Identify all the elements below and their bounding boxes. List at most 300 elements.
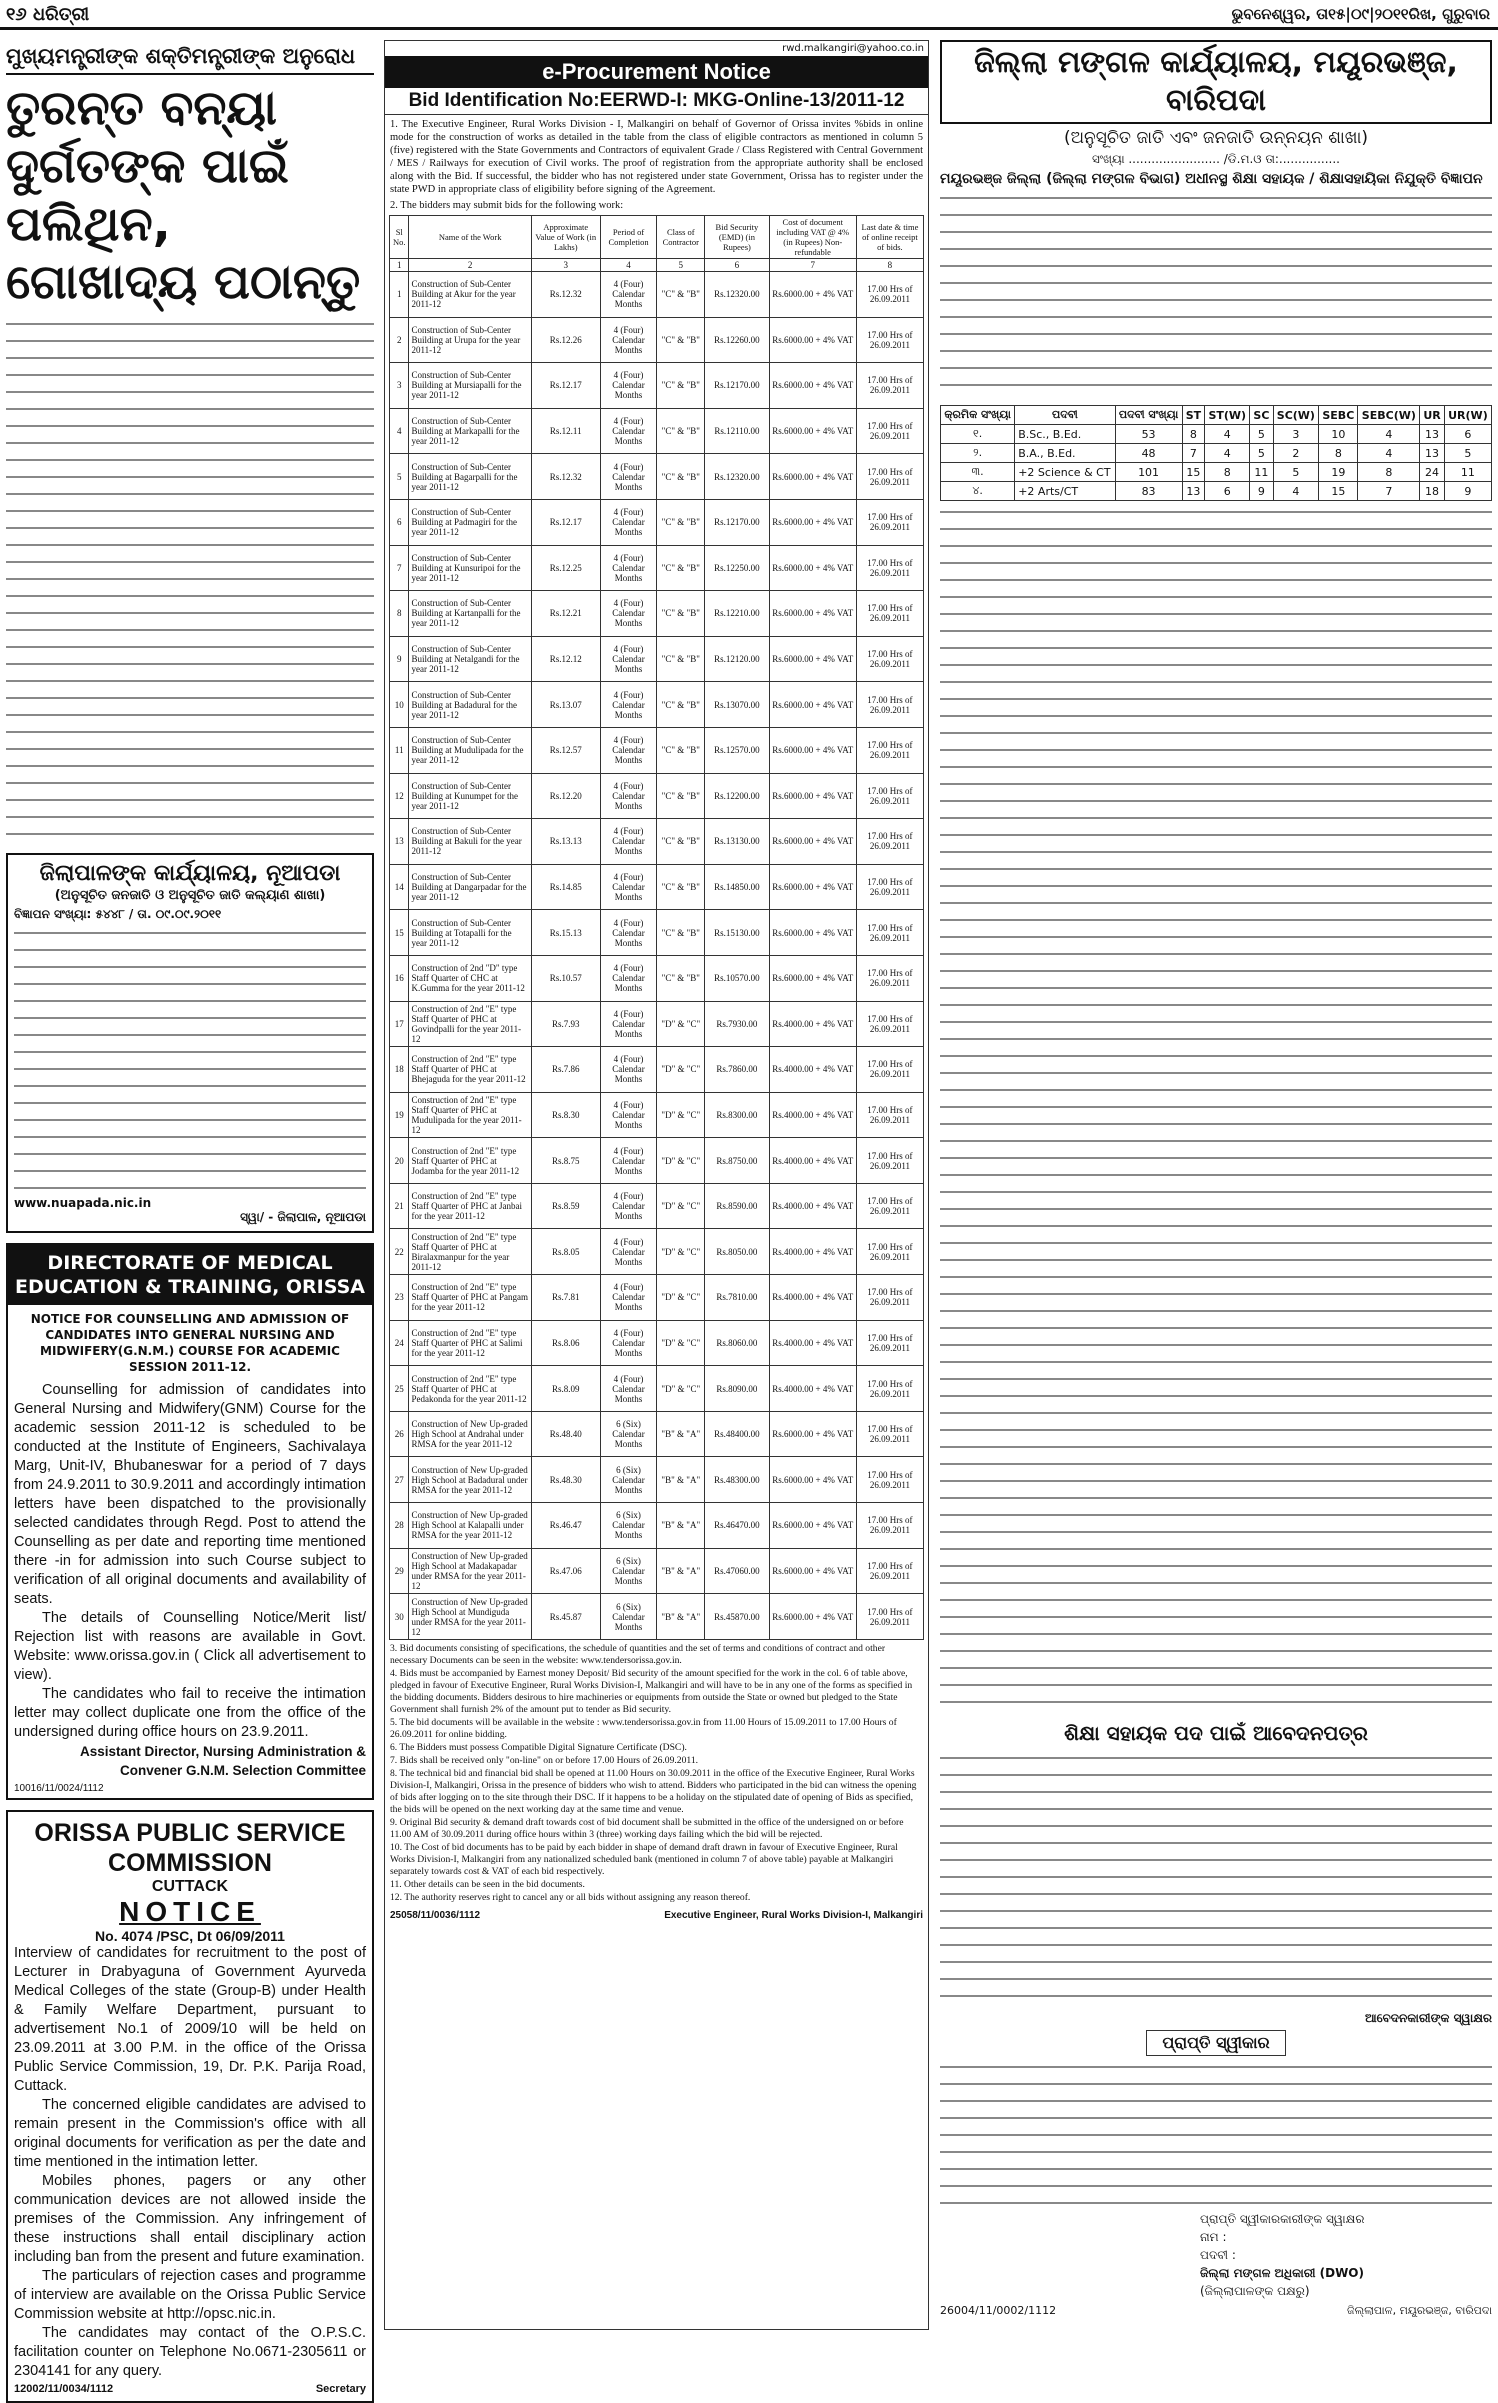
table-cell: Rs.12110.00 xyxy=(705,408,770,454)
table-cell: "C" & "B" xyxy=(657,408,705,454)
dme-signatory: Assistant Director, Nursing Administration & Convener G.N.M. Selection Committee xyxy=(79,1744,366,1778)
table-cell: 6 xyxy=(1205,482,1250,501)
table-cell: Construction of Sub-Center Building at Badadural for the year 2011-12 xyxy=(409,682,531,728)
table-cell: 17.00 Hrs of 26.09.2011 xyxy=(856,1183,923,1229)
table-cell: B.A., B.Ed. xyxy=(1015,444,1115,463)
table-cell: "C" & "B" xyxy=(657,819,705,865)
table-cell: Rs.15130.00 xyxy=(705,910,770,956)
table-cell: "C" & "B" xyxy=(657,545,705,591)
dme-ref: 10016/11/0024/1112 xyxy=(14,1783,104,1794)
collector-website[interactable]: www.nuapada.nic.in xyxy=(14,1196,152,1210)
footer-note: 8. The technical bid and financial bid shall be opened at 11.00 Hours on 30.09.2011 in the office of the Executive Engineer, Rural Works Division-I, Malkangiri, Orissa in the presence of bidders who wish to attend. Bidders who participated in the bid can witness the opening of bids after logging on to the site through their DSC. If it happens to be a holiday on the stipulated date of opening of Bids as specified, the bids will be opened on the next working day at the same time and venue. xyxy=(390,1767,917,1815)
table-cell: Rs.12.26 xyxy=(531,317,600,363)
eproc-intro: 1. The Executive Engineer, Rural Works Division - I, Malkangiri on behalf of Governor of Orissa invites %bids in online mode for the construction of works as detailed in the table from the class of eligible contractors as mentioned in column 5 (five) registered with the State Governments and Contractors of equivalent Grade / Class Registered with Central Government / MES / Railways for execution of Civil works. The proof of registration from the appropriate authority shall be enclosed along with the Bid. If successful, the bidder who has not registered under state Government, Orissa has to register under the state PWD in appropriate class of eligibility before signing of the Agreement. xyxy=(390,119,923,195)
table-cell: 13 xyxy=(390,819,409,865)
table-cell: Rs.8.05 xyxy=(531,1229,600,1275)
table-cell: Construction of 2nd "E" type Staff Quarter of PHC at Pedakonda for the year 2011-12 xyxy=(409,1366,531,1412)
eproc-bid-id: Bid Identification No:EERWD-I: MKG-Online-13/2011-12 xyxy=(385,88,928,115)
vacancy-col-header: SC xyxy=(1250,406,1273,425)
eproc-title: e-Procurement Notice xyxy=(385,56,928,88)
table-cell: Rs.48400.00 xyxy=(705,1411,770,1457)
application-form-heading: ଶିକ୍ଷା ସହାୟକ ପଦ ପାଇଁ ଆବେଦନପତ୍ର xyxy=(1064,1721,1368,1745)
works-table-header xyxy=(390,216,924,259)
table-cell: Construction of 2nd "E" type Staff Quarter of PHC at Biralaxmanpur for the year 2011-12 xyxy=(409,1229,531,1275)
table-cell: 4 (Four) Calendar Months xyxy=(600,317,657,363)
table-cell: 25 xyxy=(390,1366,409,1412)
table-cell: Construction of Sub-Center Building at Bagarpalli for the year 2011-12 xyxy=(409,454,531,500)
table-cell: Rs.8300.00 xyxy=(705,1092,770,1138)
table-cell: 22 xyxy=(390,1229,409,1275)
table-cell: "C" & "B" xyxy=(657,773,705,819)
table-cell: 17.00 Hrs of 26.09.2011 xyxy=(856,727,923,773)
table-cell: 17.00 Hrs of 26.09.2011 xyxy=(856,454,923,500)
table-cell: 8 xyxy=(1358,463,1420,482)
table-cell: Construction of Sub-Center Building at Mursiapalli for the year 2011-12 xyxy=(409,363,531,409)
table-row xyxy=(390,910,924,956)
table-cell: "B" & "A" xyxy=(657,1411,705,1457)
table-cell: "D" & "C" xyxy=(657,1320,705,1366)
table-cell: 4 (Four) Calendar Months xyxy=(600,363,657,409)
eproc-ref: 25058/11/0036/1112 xyxy=(390,1909,481,1921)
table-cell: Construction of Sub-Center Building at Akur for the year 2011-12 xyxy=(409,272,531,318)
table-cell: 8 xyxy=(1319,444,1358,463)
table-cell: 11 xyxy=(1250,463,1273,482)
table-cell: "D" & "C" xyxy=(657,1366,705,1412)
table-cell: Rs.6000.00 + 4% VAT xyxy=(769,408,856,454)
table-cell: "B" & "A" xyxy=(657,1594,705,1640)
table-cell: Rs.12570.00 xyxy=(705,727,770,773)
table-cell: 17.00 Hrs of 26.09.2011 xyxy=(856,1275,923,1321)
table-cell: Rs.6000.00 + 4% VAT xyxy=(769,819,856,865)
eproc-email[interactable]: rwd.malkangiri@yahoo.co.in xyxy=(782,43,924,54)
table-cell: Rs.6000.00 + 4% VAT xyxy=(769,955,856,1001)
works-table xyxy=(389,215,924,1640)
table-cell: Rs.14.85 xyxy=(531,864,600,910)
table-cell: "B" & "A" xyxy=(657,1457,705,1503)
table-cell: Rs.6000.00 + 4% VAT xyxy=(769,864,856,910)
table-cell: "B" & "A" xyxy=(657,1503,705,1549)
table-cell: 17.00 Hrs of 26.09.2011 xyxy=(856,910,923,956)
opsc-number: No. 4074 /PSC, Dt 06/09/2011 xyxy=(95,1928,285,1944)
table-cell: 23 xyxy=(390,1275,409,1321)
table-cell: 15 xyxy=(1319,482,1358,501)
table-row xyxy=(390,1594,924,1640)
table-row xyxy=(390,1320,924,1366)
table-cell: 7 xyxy=(1182,444,1205,463)
table-cell: Rs.13070.00 xyxy=(705,682,770,728)
table-cell: Rs.8090.00 xyxy=(705,1366,770,1412)
table-cell: Rs.12.25 xyxy=(531,545,600,591)
table-cell: 18 xyxy=(390,1047,409,1093)
table-cell: 17.00 Hrs of 26.09.2011 xyxy=(856,1503,923,1549)
table-cell: 13 xyxy=(1420,425,1445,444)
table-cell: 83 xyxy=(1115,482,1182,501)
vacancy-col-header: SC(W) xyxy=(1273,406,1319,425)
table-cell: 17.00 Hrs of 26.09.2011 xyxy=(856,773,923,819)
table-cell: "C" & "B" xyxy=(657,317,705,363)
table-cell: 4 xyxy=(1358,425,1420,444)
opsc-para-4: The particulars of rejection cases and programme of interview are available on the Orissa Public Service Commission website at http://opsc.nic.in. xyxy=(14,2268,366,2322)
vacancy-col-header: UR(W) xyxy=(1444,406,1491,425)
table-cell: Construction of Sub-Center Building at Markapalli for the year 2011-12 xyxy=(409,408,531,454)
table-cell: "D" & "C" xyxy=(657,1183,705,1229)
sig-line: (ଜିଲ୍ଲାପାଳଙ୍କ ପକ୍ଷରୁ) xyxy=(1200,2284,1310,2298)
footer-note: 3. Bid documents consisting of specifications, the schedule of quantities and the set of terms and conditions of contract and other necessary Documents can be seen in the website: www.tendersorissa.gov.in. xyxy=(390,1642,886,1666)
collector-subtitle: (ଅନୁସୂଚିତ ଜନଜାତି ଓ ଅନୁସୂଚିତ ଜାତି କଲ୍ୟାଣ ଶାଖା) xyxy=(54,888,326,903)
table-cell: Construction of 2nd "E" type Staff Quarter of PHC at Salimi for the year 2011-12 xyxy=(409,1320,531,1366)
table-cell: "C" & "B" xyxy=(657,910,705,956)
table-row xyxy=(390,1092,924,1138)
table-cell: Rs.8750.00 xyxy=(705,1138,770,1184)
table-row xyxy=(390,1183,924,1229)
vacancy-table xyxy=(940,405,1492,501)
footer-note: 4. Bids must be accompanied by Earnest money Deposit/ Bid security of the amount specified for the work in the col. 6 of table above, pledged in favour of Executive Engineer, Rural Works Division-I, Malkangiri and will have to be in any one of the forms as specified in the bidding documents. Bidders desirous to hire machineries or equipments from outside the State or owned but pledged to the State Government shall furnish 2% of the amount put to tender as Bid security. xyxy=(390,1667,913,1715)
table-cell: Rs.12260.00 xyxy=(705,317,770,363)
left-column xyxy=(6,40,374,2395)
table-cell: 17.00 Hrs of 26.09.2011 xyxy=(856,1138,923,1184)
table-cell: Rs.12.32 xyxy=(531,454,600,500)
table-cell: 27 xyxy=(390,1457,409,1503)
table-cell: "C" & "B" xyxy=(657,682,705,728)
table-row xyxy=(390,955,924,1001)
table-cell: Rs.12.17 xyxy=(531,363,600,409)
dwo-signature-block xyxy=(940,2210,1492,2300)
table-cell: 2 xyxy=(390,317,409,363)
table-cell: Rs.6000.00 + 4% VAT xyxy=(769,1548,856,1594)
table-cell: 4 (Four) Calendar Months xyxy=(600,1320,657,1366)
table-cell: 4 (Four) Calendar Months xyxy=(600,272,657,318)
table-cell: Rs.6000.00 + 4% VAT xyxy=(769,910,856,956)
table-cell: Rs.8.59 xyxy=(531,1183,600,1229)
table-cell: ୩. xyxy=(941,463,1015,482)
eproc-footer-notes xyxy=(385,1640,928,1908)
table-cell: 4 (Four) Calendar Months xyxy=(600,499,657,545)
table-cell: 17 xyxy=(390,1001,409,1047)
footer-note: 7. Bids shall be received only "on-line" on or before 17.00 Hours of 26.09.2011. xyxy=(390,1754,699,1766)
table-cell: Rs.15.13 xyxy=(531,910,600,956)
table-row xyxy=(390,636,924,682)
table-cell: 6 (Six) Calendar Months xyxy=(600,1548,657,1594)
table-cell: Rs.12210.00 xyxy=(705,591,770,637)
table-cell: Rs.48300.00 xyxy=(705,1457,770,1503)
table-cell: Rs.6000.00 + 4% VAT xyxy=(769,545,856,591)
table-cell: 17.00 Hrs of 26.09.2011 xyxy=(856,1047,923,1093)
table-cell: 4 xyxy=(1205,425,1250,444)
table-cell: Rs.12120.00 xyxy=(705,636,770,682)
table-cell: 4 (Four) Calendar Months xyxy=(600,955,657,1001)
table-cell: Construction of New Up-graded High School at Madakapadar under RMSA for the year 2011-12 xyxy=(409,1548,531,1594)
table-cell: Rs.4000.00 + 4% VAT xyxy=(769,1138,856,1184)
table-cell: Rs.12170.00 xyxy=(705,499,770,545)
table-cell: Rs.6000.00 + 4% VAT xyxy=(769,727,856,773)
table-cell: "C" & "B" xyxy=(657,727,705,773)
table-cell: Rs.6000.00 + 4% VAT xyxy=(769,317,856,363)
table-cell: B.Sc., B.Ed. xyxy=(1015,425,1115,444)
table-cell: Rs.47060.00 xyxy=(705,1548,770,1594)
table-cell: 4 xyxy=(1205,444,1250,463)
table-cell: Rs.12170.00 xyxy=(705,363,770,409)
table-cell: 19 xyxy=(390,1092,409,1138)
table-cell: Rs.46.47 xyxy=(531,1503,600,1549)
table-cell: "C" & "B" xyxy=(657,636,705,682)
dme-title: DIRECTORATE OF MEDICAL EDUCATION & TRAINING, ORISSA xyxy=(8,1245,372,1305)
table-cell: 17.00 Hrs of 26.09.2011 xyxy=(856,1320,923,1366)
table-cell: Construction of New Up-graded High School at Badadural under RMSA for the year 2011-12 xyxy=(409,1457,531,1503)
works-col-number: 1 xyxy=(390,259,409,272)
table-cell: 28 xyxy=(390,1503,409,1549)
table-cell: 6 (Six) Calendar Months xyxy=(600,1457,657,1503)
table-cell: 3 xyxy=(1273,425,1319,444)
table-cell: Construction of New Up-graded High School at Mundiguda under RMSA for the year 2011-12 xyxy=(409,1594,531,1640)
works-col-number: 3 xyxy=(531,259,600,272)
table-cell: 6 (Six) Calendar Months xyxy=(600,1503,657,1549)
vacancy-col-header: ST xyxy=(1182,406,1205,425)
table-cell: 6 (Six) Calendar Months xyxy=(600,1594,657,1640)
table-cell: 19 xyxy=(1319,463,1358,482)
table-cell: Construction of Sub-Center Building at Kunsuripoi for the year 2011-12 xyxy=(409,545,531,591)
table-cell: "D" & "C" xyxy=(657,1047,705,1093)
table-cell: Rs.4000.00 + 4% VAT xyxy=(769,1183,856,1229)
dme-para-3: The candidates who fail to receive the intimation letter may collect duplicate one from the office of the undersigned during office hours on 23.9.2011. xyxy=(14,1686,366,1740)
table-cell: 17.00 Hrs of 26.09.2011 xyxy=(856,1548,923,1594)
table-cell: Rs.4000.00 + 4% VAT xyxy=(769,1092,856,1138)
table-cell: 17.00 Hrs of 26.09.2011 xyxy=(856,499,923,545)
table-cell: 9 xyxy=(1250,482,1273,501)
table-cell: 9 xyxy=(1444,482,1491,501)
table-cell: Rs.7860.00 xyxy=(705,1047,770,1093)
table-row xyxy=(390,1229,924,1275)
table-cell: 21 xyxy=(390,1183,409,1229)
table-cell: 17.00 Hrs of 26.09.2011 xyxy=(856,317,923,363)
vacancy-table-body xyxy=(941,425,1492,501)
table-cell: Construction of Sub-Center Building at Dangarpadar for the year 2011-12 xyxy=(409,864,531,910)
table-row xyxy=(390,545,924,591)
opsc-para-2: The concerned eligible candidates are advised to remain present in the Commission's office with all original documents for verification as per the date and time mentioned in the intimation letter. xyxy=(14,2097,366,2170)
table-cell: Rs.10.57 xyxy=(531,955,600,1001)
table-cell: Rs.4000.00 + 4% VAT xyxy=(769,1047,856,1093)
opsc-notice-word: NOTICE xyxy=(119,1896,261,1927)
collector-notice-body xyxy=(14,926,366,1196)
table-cell: Rs.6000.00 + 4% VAT xyxy=(769,454,856,500)
table-row xyxy=(390,317,924,363)
table-cell: Construction of 2nd "E" type Staff Quarter of PHC at Bhejaguda for the year 2011-12 xyxy=(409,1047,531,1093)
table-row xyxy=(390,408,924,454)
table-cell: Rs.8050.00 xyxy=(705,1229,770,1275)
opsc-ref: 12002/11/0034/1112 xyxy=(14,2383,114,2395)
dwo-office: ଜିଲ୍ଲାପାଳ, ମୟୂରଭଞ୍ଜ, ବାରିପଦା xyxy=(1346,2304,1492,2317)
table-cell: 8 xyxy=(1182,425,1205,444)
table-cell: Construction of Sub-Center Building at Kartanpalli for the year 2011-12 xyxy=(409,591,531,637)
table-cell: Rs.7.81 xyxy=(531,1275,600,1321)
table-row xyxy=(390,272,924,318)
table-cell: "D" & "C" xyxy=(657,1092,705,1138)
table-cell: 6 xyxy=(390,499,409,545)
table-cell: Rs.7930.00 xyxy=(705,1001,770,1047)
table-cell: Construction of Sub-Center Building at Netalgandi for the year 2011-12 xyxy=(409,636,531,682)
table-cell: +2 Science & CT xyxy=(1015,463,1115,482)
table-cell: 17.00 Hrs of 26.09.2011 xyxy=(856,682,923,728)
table-cell: 4 xyxy=(1358,444,1420,463)
table-cell: 29 xyxy=(390,1548,409,1594)
sig-line: ପ୍ରାପ୍ତି ସ୍ୱୀକାରକାରୀଙ୍କ ସ୍ୱାକ୍ଷର xyxy=(1200,2212,1365,2226)
table-cell: 10 xyxy=(1319,425,1358,444)
table-cell: 17.00 Hrs of 26.09.2011 xyxy=(856,955,923,1001)
collector-signature: ସ୍ୱା/ - ଜିଲାପାଳ, ନୂଆପଡା xyxy=(240,1210,366,1224)
table-cell: Rs.7.86 xyxy=(531,1047,600,1093)
acknowledgement-heading: ପ୍ରାପ୍ତି ସ୍ୱୀକାର xyxy=(1146,2030,1286,2056)
table-cell: Construction of Sub-Center Building at Mudulipada for the year 2011-12 xyxy=(409,727,531,773)
table-cell: 30 xyxy=(390,1594,409,1640)
works-table-colnums xyxy=(390,259,924,272)
table-cell: Construction of Sub-Center Building at Urupa for the year 2011-12 xyxy=(409,317,531,363)
table-cell: 4 (Four) Calendar Months xyxy=(600,682,657,728)
works-col-number: 8 xyxy=(856,259,923,272)
table-cell: 5 xyxy=(1250,425,1273,444)
application-form-body xyxy=(940,1751,1492,2011)
footer-note: 5. The bid documents will be available in the website : www.tendersorissa.gov.in from 11.00 Hours of 15.09.2011 to 17.00 Hours of 26.09.2011 for online bidding. xyxy=(390,1716,897,1740)
table-row xyxy=(390,1503,924,1549)
table-cell: Rs.13.13 xyxy=(531,819,600,865)
table-cell: Rs.6000.00 + 4% VAT xyxy=(769,1457,856,1503)
table-cell: 53 xyxy=(1115,425,1182,444)
table-cell: Rs.8.30 xyxy=(531,1092,600,1138)
table-cell: 2 xyxy=(1273,444,1319,463)
table-cell: Rs.12250.00 xyxy=(705,545,770,591)
table-cell: Rs.6000.00 + 4% VAT xyxy=(769,499,856,545)
table-cell: 10 xyxy=(390,682,409,728)
dme-subtitle: NOTICE FOR COUNSELLING AND ADMISSION OF CANDIDATES INTO GENERAL NURSING AND MIDWIFERY(G.N.M.) COURSE FOR ACADEMIC SESSION 2011-12. xyxy=(30,1312,350,1374)
table-cell: "C" & "B" xyxy=(657,272,705,318)
opsc-para-3: Mobiles phones, pagers or any other communication devices are not allowed inside the premises of the Commission. Any infringement of these instructions shall entail disciplinary action including ban from the present and future examination. xyxy=(14,2173,366,2265)
table-cell: Rs.6000.00 + 4% VAT xyxy=(769,591,856,637)
works-col-header: Cost of document including VAT @ 4% (in Rupees) Non-refundable xyxy=(769,216,856,259)
sig-line: ନାମ : xyxy=(1200,2230,1227,2244)
sig-line: ପଦବୀ : xyxy=(1200,2248,1236,2262)
table-cell: Construction of Sub-Center Building at Bakuli for the year 2011-12 xyxy=(409,819,531,865)
table-cell: Construction of New Up-graded High School at Andrahal under RMSA for the year 2011-12 xyxy=(409,1411,531,1457)
footer-note: 12. The authority reserves right to cancel any or all bids without assigning any reason thereof. xyxy=(390,1891,751,1903)
table-cell: 18 xyxy=(1420,482,1445,501)
right-column xyxy=(940,40,1492,2330)
dme-para-1: Counselling for admission of candidates into General Nursing and Midwifery(GNM) Course for the academic session 2011-12 is scheduled to be conducted at the Institute of Engineers, Sachivalaya Marg, Unit-IV, Bhubaneswar for a period of 7 days from 24.9.2011 to 30.9.2011 and accordingly intimation letters have been dispatched to the provisionally selected candidates through Regd. Post to attend the Counselling as per date and reporting time mentioned there -in for admission into such Course subject to verification of all original documents and availability of seats. xyxy=(14,1382,366,1607)
table-cell: 5 xyxy=(1273,463,1319,482)
table-cell: 17.00 Hrs of 26.09.2011 xyxy=(856,1229,923,1275)
table-cell: 15 xyxy=(390,910,409,956)
table-cell: 24 xyxy=(1420,463,1445,482)
table-cell: 17.00 Hrs of 26.09.2011 xyxy=(856,1001,923,1047)
table-cell: 17.00 Hrs of 26.09.2011 xyxy=(856,272,923,318)
table-cell: 4 (Four) Calendar Months xyxy=(600,1183,657,1229)
table-row xyxy=(941,425,1492,444)
table-cell: 17.00 Hrs of 26.09.2011 xyxy=(856,1411,923,1457)
eproc-intro-2: 2. The bidders may submit bids for the following work: xyxy=(390,200,624,211)
vacancy-col-header: UR xyxy=(1420,406,1445,425)
table-cell: 4 (Four) Calendar Months xyxy=(600,864,657,910)
table-cell: 11 xyxy=(390,727,409,773)
table-row xyxy=(390,1366,924,1412)
dwo-conditions-body xyxy=(940,505,1492,1715)
page-number-label: ୧୬ ଧରିତ୍ରୀ xyxy=(6,4,90,25)
table-cell: 6 xyxy=(1444,425,1491,444)
works-col-number: 6 xyxy=(705,259,770,272)
table-cell: Rs.46470.00 xyxy=(705,1503,770,1549)
table-cell: 13 xyxy=(1420,444,1445,463)
table-cell: Rs.4000.00 + 4% VAT xyxy=(769,1275,856,1321)
works-col-number: 7 xyxy=(769,259,856,272)
table-row xyxy=(390,1275,924,1321)
table-cell: Rs.12.11 xyxy=(531,408,600,454)
table-cell: "D" & "C" xyxy=(657,1001,705,1047)
table-cell: "D" & "C" xyxy=(657,1138,705,1184)
collector-title: ଜିଲାପାଳଙ୍କ କାର୍ଯ୍ୟାଳୟ, ନୂଆପଡା xyxy=(39,861,341,886)
table-cell: Construction of 2nd "E" type Staff Quarter of PHC at Mudulipada for the year 2011-12 xyxy=(409,1092,531,1138)
table-cell: 4 (Four) Calendar Months xyxy=(600,408,657,454)
table-cell: Rs.48.40 xyxy=(531,1411,600,1457)
table-cell: Rs.6000.00 + 4% VAT xyxy=(769,1503,856,1549)
table-cell: 4 (Four) Calendar Months xyxy=(600,1047,657,1093)
table-cell: 4 xyxy=(390,408,409,454)
table-cell: Rs.10570.00 xyxy=(705,955,770,1001)
table-cell: Rs.6000.00 + 4% VAT xyxy=(769,1411,856,1457)
table-cell: Rs.12.32 xyxy=(531,272,600,318)
table-cell: Rs.12.17 xyxy=(531,499,600,545)
news-article-body xyxy=(6,317,374,847)
table-cell: Rs.8.06 xyxy=(531,1320,600,1366)
table-cell: 17.00 Hrs of 26.09.2011 xyxy=(856,363,923,409)
table-cell: 26 xyxy=(390,1411,409,1457)
table-cell: Rs.12.21 xyxy=(531,591,600,637)
table-cell: Rs.47.06 xyxy=(531,1548,600,1594)
dwo-heading: ମୟୂରଭଞ୍ଜ ଜିଲ୍ଲା (ଜିଲ୍ଲା ମଙ୍ଗଳ ବିଭାଗ) ଅଧୀନସ୍ଥ ଶିକ୍ଷା ସହାୟକ / ଶିକ୍ଷାସହାୟିକା ନିଯୁକ୍ତି ବିଜ୍ଞାପନ xyxy=(940,171,1483,187)
table-row xyxy=(390,773,924,819)
dwo-subtitle: (ଅନୁସୂଚିତ ଜାତି ଏବଂ ଜନଜାତି ଉନ୍ନୟନ ଶାଖା) xyxy=(1063,128,1368,148)
table-cell: Rs.7.93 xyxy=(531,1001,600,1047)
dwo-intro-body xyxy=(940,191,1492,401)
works-col-header: Name of the Work xyxy=(409,216,531,259)
table-cell: 17.00 Hrs of 26.09.2011 xyxy=(856,1457,923,1503)
opsc-city: CUTTACK xyxy=(151,1878,229,1895)
table-cell: Rs.6000.00 + 4% VAT xyxy=(769,1594,856,1640)
table-cell: "C" & "B" xyxy=(657,363,705,409)
table-cell: "C" & "B" xyxy=(657,955,705,1001)
table-cell: 4 (Four) Calendar Months xyxy=(600,636,657,682)
table-cell: 17.00 Hrs of 26.09.2011 xyxy=(856,636,923,682)
table-cell: Construction of New Up-graded High School at Kalapalli under RMSA for the year 2011-12 xyxy=(409,1503,531,1549)
works-col-header: Bid Security (EMD) (in Rupees) xyxy=(705,216,770,259)
table-row xyxy=(390,591,924,637)
table-cell: 13 xyxy=(1182,482,1205,501)
eprocurement-notice xyxy=(384,40,929,2330)
date-line: ଭୁବନେଶ୍ୱର, ତା୧୫|୦୯|୨୦୧୧ରିଖ, ଗୁରୁବାର xyxy=(1231,5,1490,23)
table-cell: 11 xyxy=(1444,463,1491,482)
table-cell: 17.00 Hrs of 26.09.2011 xyxy=(856,545,923,591)
table-cell: 4 (Four) Calendar Months xyxy=(600,1138,657,1184)
works-col-number: 4 xyxy=(600,259,657,272)
table-cell: 4 (Four) Calendar Months xyxy=(600,1229,657,1275)
table-cell: Rs.8590.00 xyxy=(705,1183,770,1229)
table-cell: 5 xyxy=(1250,444,1273,463)
works-table-body xyxy=(390,272,924,1640)
table-cell: Rs.4000.00 + 4% VAT xyxy=(769,1320,856,1366)
table-cell: Rs.8.09 xyxy=(531,1366,600,1412)
table-cell: Rs.12.57 xyxy=(531,727,600,773)
table-row xyxy=(390,1138,924,1184)
works-col-number: 5 xyxy=(657,259,705,272)
table-cell: "D" & "C" xyxy=(657,1229,705,1275)
vacancy-col-header: ପଦବୀ xyxy=(1015,406,1115,425)
table-cell: Rs.6000.00 + 4% VAT xyxy=(769,272,856,318)
table-cell: Construction of 2nd "E" type Staff Quarter of PHC at Jodamba for the year 2011-12 xyxy=(409,1138,531,1184)
